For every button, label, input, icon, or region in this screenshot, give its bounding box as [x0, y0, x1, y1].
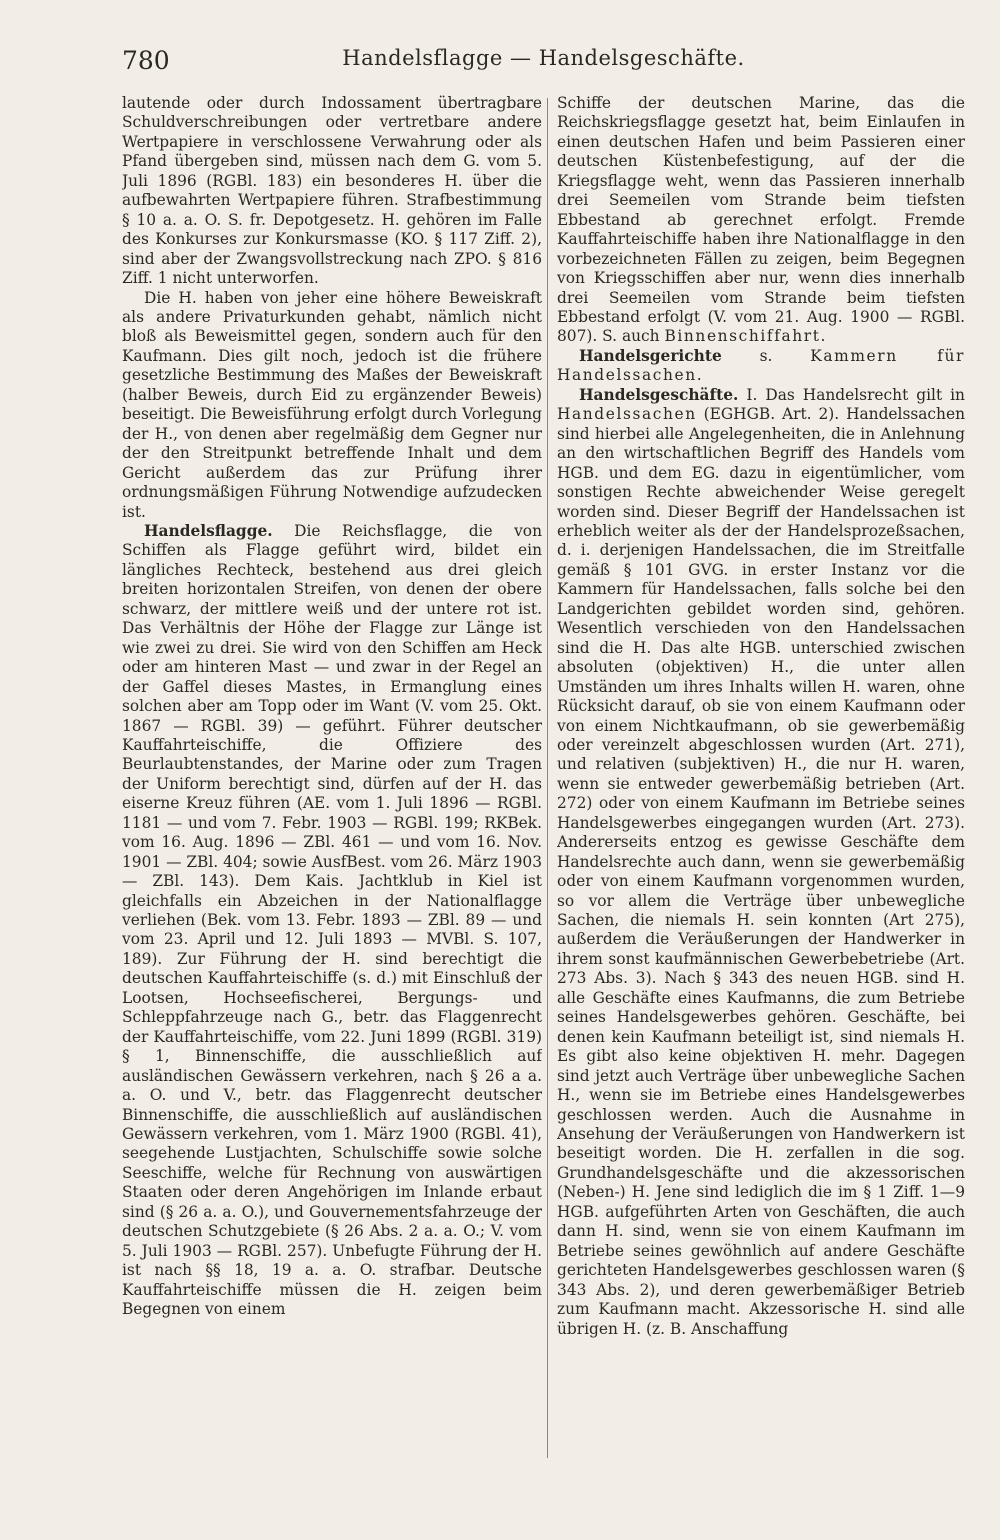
- cross-reference: Kammern für Handelssachen.: [557, 346, 965, 385]
- paragraph: lautende oder durch Indossament übertragbare Schuldverschreibungen oder vertretbare andere Wertpapiere in verschlossene Verwahrung oder als Pfand übergeben sind, müssen nach dem G. vom 5. Juli 1896 (RGBl. 183) ein besonderes H. über die aufbewahrten Wertpapiere führen. Strafbestimmung § 10 a. a. O. S. fr. Depotgesetz. H. gehören im Falle des Konkurses zur Konkursmasse (KO. § 117 Ziff. 2), sind aber der Zwangsvollstreckung nach ZPO. § 816 Ziff. 1 nicht unterworfen.: [122, 94, 542, 288]
- running-head: Handelsflagge — Handelsgeschäfte.: [342, 46, 745, 70]
- right-column: [557, 94, 965, 1464]
- paragraph: [557, 94, 965, 347]
- entry-body: Die Reichsflagge, die von Schiffen als Flagge geführt wird, bildet ein längliches Rechteck, bestehend aus drei gleich breiten horizontalen Streifen, von denen der obere schwarz, der mittlere weiß und der untere rot ist. Das Verhältnis der Höhe der Flagge zur Länge ist wie zwei zu drei. Sie wird von den Schiffen am Heck oder am hinteren Mast — und zwar in der Regel an der Gaffel dieses Mastes, in Ermanglung eines solchen aber am Topp oder im Want (V. vom 25. Okt. 1867 — RGBl. 39) — geführt. Führer deutscher Kauffahrteischiffe, die Offiziere des Beurlaubtenstandes, der Marine oder zum Tragen der Uniform berechtigt sind, dürfen auf der H. das eiserne Kreuz führen (AE. vom 1. Juli 1896 — RGBl. 1181 — und vom 7. Febr. 1903 — RGBl. 199; RKBek. vom 16. Aug. 1896 — ZBl. 461 — und vom 16. Nov. 1901 — ZBl. 404; sowie AusfBest. vom 26. März 1903 — ZBl. 143). Dem Kais. Jachtklub in Kiel ist gleichfalls ein Abzeichen in der Nationalflagge verliehen (Bek. vom 13. Febr. 1893 — ZBl. 89 — und vom 23. April und 12. Juli 1893 — MVBl. S. 107, 189). Zur Führung der H. sind berechtigt die deutschen Kauffahrteischiffe (s. d.) mit Einschluß der Lootsen, Hochseefischerei, Bergungs- und Schleppfahrzeuge nach G., betr. das Flaggenrecht der Kauffahrteischiffe, vom 22. Juni 1899 (RGBl. 319) § 1, Binnenschiffe, die ausschließlich auf ausländischen Gewässern verkehren, nach § 26 a a. a. O. und V., betr. das Flaggenrecht deutscher Binnenschiffe, die ausschließlich auf ausländischen Gewässern verkehren, vom 1. März 1900 (RGBl. 41), seegehende Lustjachten, Schulschiffe sowie solche Seeschiffe, welche für Rechnung von auswärtigen Staaten oder deren Angehörigen im Inlande erbaut sind (§ 26 a. a. O.), und Gouvernementsfahrzeuge der deutschen Schutzgebiete (§ 26 Abs. 2 a. a. O.; V. vom 5. Juli 1903 — RGBl. 257). Unbefugte Führung der H. ist nach §§ 18, 19 a. a. O. strafbar. Deutsche Kauffahrteischiffe müssen die H. zeigen beim Begegnen von einem: [122, 521, 542, 1319]
- cross-reference: Binnenschiffahrt.: [664, 327, 828, 346]
- column-divider: [547, 98, 548, 1458]
- entry-handelsflagge: [122, 522, 542, 1320]
- entry-headword: Handelsflagge.: [144, 521, 273, 540]
- cross-reference: Handelssachen: [557, 405, 697, 424]
- entry-handelsgerichte: [557, 347, 965, 386]
- entry-handelsgeschaefte: [557, 386, 965, 1339]
- page-number: 780: [122, 46, 170, 75]
- entry-body: s.: [759, 346, 773, 365]
- left-column: [122, 94, 542, 1464]
- entry-body: (EGHGB. Art. 2). Handelssachen sind hierbei alle Angelegenheiten, die in Anlehnung an den wirtschaftlichen Begriff des Handels vom HGB. und dem EG. dazu in eigentümlicher, vom sonstigen Rechte abweichender Weise geregelt worden sind. Dieser Begriff der Handelssachen ist erheblich weiter als der der Handelsprozeßsachen, d. i. derjenigen Handelssachen, die im Streitfalle gemäß § 101 GVG. in erster Instanz vor die Kammern für Handelssachen, falls solche bei den Landgerichten gebildet worden sind, gehören. Wesentlich verschieden von den Handelssachen sind die H. Das alte HGB. unterschied zwischen absoluten (objektiven) H., die unter allen Umständen um ihres Inhalts willen H. waren, ohne Rücksicht darauf, ob sie von einem Kaufmann oder von einem Nichtkaufmann, ob sie gewerbemäßig oder vereinzelt abgeschlossen wurden (Art. 271), und relativen (subjektiven) H., die nur H. waren, wenn sie entweder gewerbemäßig betrieben (Art. 272) oder von einem Kaufmann im Betriebe seines Handelsgewerbes eingegangen wurden (Art. 273). Andererseits entzog es gewisse Geschäfte dem Handelsrechte auch dann, wenn sie gewerbemäßig oder von einem Kaufmann vorgenommen wurden, so vor allem die Verträge über unbewegliche Sachen, die niemals H. sein konnten (Art 275), außerdem die Veräußerungen der Handwerker in ihrem sonst kaufmännischen Gewerbebetriebe (Art. 273 Abs. 3). Nach § 343 des neuen HGB. sind H. alle Geschäfte eines Kaufmanns, die zum Betriebe seines Handelsgewerbes gehören. Geschäfte, bei denen kein Kaufmann beteiligt ist, sind niemals H. Es gibt also keine objektiven H. mehr. Dagegen sind jetzt auch Verträge über unbewegliche Sachen H., wenn sie im Betriebe eines Handelsgewerbes geschlossen werden. Auch die Ausnahme in Ansehung der Veräußerungen von Handwerkern ist beseitigt worden. Die H. zerfallen in die sog. Grundhandelsgeschäfte und die akzessorischen (Neben-) H. Jene sind lediglich die im § 1 Ziff. 1—9 HGB. aufgeführten Arten von Geschäften, die auch dann H. sind, wenn sie von einem Kaufmann im Betriebe seines gewöhnlich auf andere Geschäfte gerichteten Handelsgewerbes geschlossen waren (§ 343 Abs. 2), und deren gewerbemäßiger Betrieb zum Kaufmann macht. Akzessorische H. sind alle übrigen H. (z. B. Anschaffung: [557, 405, 965, 1338]
- page-header: [122, 40, 965, 80]
- entry-body: I. Das Handelsrecht gilt in: [746, 385, 965, 404]
- entry-headword: Handelsgeschäfte.: [579, 385, 739, 404]
- paragraph: Die H. haben von jeher eine höhere Beweiskraft als andere Privaturkunden gehabt, nämlich nicht bloß als Beweismittel gegen, sondern auch für den Kaufmann. Dies gilt noch, jedoch ist die frühere gesetzliche Bestimmung des Maßes der Beweiskraft (halber Beweis, durch Eid zu ergänzender Beweis) beseitigt. Die Beweisführung erfolgt durch Vorlegung der H., von denen aber regelmäßig dem Gegner nur der den Streitpunkt betreffende Inhalt und dem Gericht außerdem das zur Prüfung ihrer ordnungsmäßigen Führung Notwendige aufzudecken ist.: [122, 288, 542, 521]
- paragraph-text: Schiffe der deutschen Marine, das die Reichskriegsflagge gesetzt hat, beim Einlaufen in einen deutschen Hafen und beim Passieren einer deutschen Küstenbefestigung, auf der die Kriegsflagge weht, wenn das Passieren innerhalb drei Seemeilen vom Strande beim tiefsten Ebbestand ab gerechnet erfolgt. Fremde Kauffahrteischiffe haben ihre Nationalflagge in den vorbezeichneten Fällen zu zeigen, beim Begegnen von Kriegsschiffen aber nur, wenn dies innerhalb drei Seemeilen vom Strande beim tiefsten Ebbestand erfolgt (V. vom 21. Aug. 1900 — RGBl. 807). S. auch: [557, 94, 965, 346]
- entry-headword: Handelsgerichte: [579, 346, 722, 365]
